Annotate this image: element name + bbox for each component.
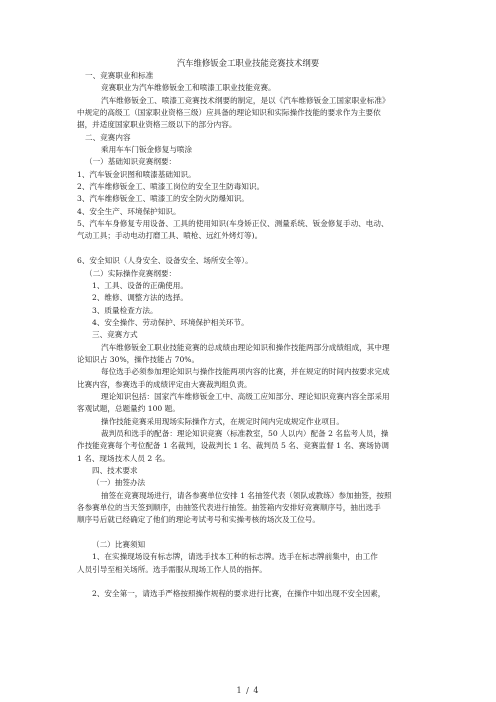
text-line: （二）实际操作竞赛纲要： [85, 268, 177, 278]
text-line: 竞赛职业为汽车维修钣金工和喷漆工职业技能竞赛。 [101, 83, 276, 93]
text-line: 作技能竞赛每个考位配备 1 名裁判，设裁判长 1 名、裁判员 5 名、竞赛监督 1 名、赛场协调 [77, 441, 390, 451]
text-line: 2、维修、调整方法的选择。 [92, 293, 188, 303]
text-line: 3、汽车维修钣金工、喷漆工的安全防火防爆知识。 [77, 194, 249, 204]
text-line: 论知识占 30%，操作技能占 70%。 [77, 354, 200, 364]
text-line: 二、竞赛内容 [85, 132, 131, 142]
document-title: 汽车维修钣金工职业技能竞赛技术纲要 [176, 58, 320, 68]
text-line: 3、质量检查方法。 [92, 305, 158, 315]
text-line: 4、安全生产、环境保护知识。 [77, 206, 181, 216]
text-line: 操作技能竞赛采用现场实际操作方式，在规定时间内完成规定作业项目。 [101, 416, 344, 426]
text-line: 据，并适度国家职业资格三级以下的部分内容。 [77, 120, 237, 130]
text-line: 中规定的高级工（国家职业资格三级）应具备的理论知识和实际操作技能的要求作为主要依 [77, 108, 381, 118]
text-line: 人员引导至相关场所。选手需服从现场工作人员的指挥。 [77, 564, 267, 574]
blank-line [77, 527, 423, 539]
text-line: 2、安全第一，请选手严格按照操作规程的要求进行比赛，在操作中如出现不安全因素， [92, 589, 386, 599]
text-line: 1、汽车钣金识图和喷漆基础知识。 [77, 169, 196, 179]
text-line: 理论知识包括：国家汽车维修钣金工中、高级工应知部分、理论知识竞赛内容全部采用 [101, 391, 390, 401]
text-line: 汽车维修钣金工、喷漆工竞赛技术纲要的制定，是以《汽车维修钣金工国家职业标准》 [101, 95, 390, 105]
page-number: 1 / 4 [236, 686, 260, 695]
text-line: 6、安全知识（人身安全、设备安全、场所安全等）。 [77, 256, 253, 266]
text-line: 各参赛单位的当天签到顺序，由抽签代表进行抽签。抽签箱内安排好竞赛顺序号，抽出选手 [77, 503, 381, 513]
blank-line [77, 243, 423, 255]
text-line: 1、工具、设备的正确使用。 [92, 280, 188, 290]
text-line: 一、竞赛职业和标准 [85, 71, 154, 80]
text-line: 5、汽车车身修复专用设备、工具的使用知识(车身矫正仪、测量系统、钣金修复手动、电动、 [77, 219, 389, 229]
text-line: 客观试题，总题量约 100 题。 [77, 404, 180, 414]
text-line: 1 名、现场技术人员 2 名。 [77, 453, 170, 463]
text-line: 抽签在竞赛现场进行，请各参赛单位安排 1 名抽签代表（领队或教练）参加抽签，按照 [101, 490, 392, 500]
document-body [77, 70, 423, 601]
text-line: 顺序号后就已经确定了他们的理论考试考号和实操考核的场次及工位号。 [77, 515, 320, 525]
text-line: 1、在实操现场设有标志牌，请选手找本工种的标志牌。选手在标志牌前集中，由工作 [92, 552, 378, 562]
text-line: 三、竞赛方式 [92, 330, 138, 340]
text-line: （一）抽签办法 [92, 478, 146, 488]
text-line: 乘用车车门钣金修复与喷涂 [101, 145, 193, 155]
text-line: 四、技术要求 [92, 466, 138, 475]
text-line: 比赛内容，参赛选手的成绩评定由大赛裁判组负责。 [77, 379, 252, 389]
text-line: （二）比赛须知 [92, 540, 146, 550]
text-line: 4、安全操作、劳动保护、环境保护相关环节。 [92, 317, 249, 327]
text-line: 2、汽车维修钣金工、喷漆工岗位的安全卫生防毒知识。 [77, 182, 265, 192]
blank-line [77, 576, 423, 588]
text-line: （一）基础知识竞赛纲要： [85, 157, 177, 167]
text-line: 裁判员和选手的配备：理论知识竞赛（标准教室，50 人以内）配备 2 名监考人员，操 [101, 428, 389, 438]
text-line: 汽车维修钣金工职业技能竞赛的总成绩由理论知识和操作技能两部分成绩组成，其中理 [101, 342, 390, 352]
text-line: 每位选手必须参加理论知识与操作技能两项内容的比赛，并在规定的时间内按要求完成 [101, 367, 390, 377]
text-line: 气动工具；手动电动打磨工具、喷枪、远红外烤灯等)。 [77, 231, 263, 241]
